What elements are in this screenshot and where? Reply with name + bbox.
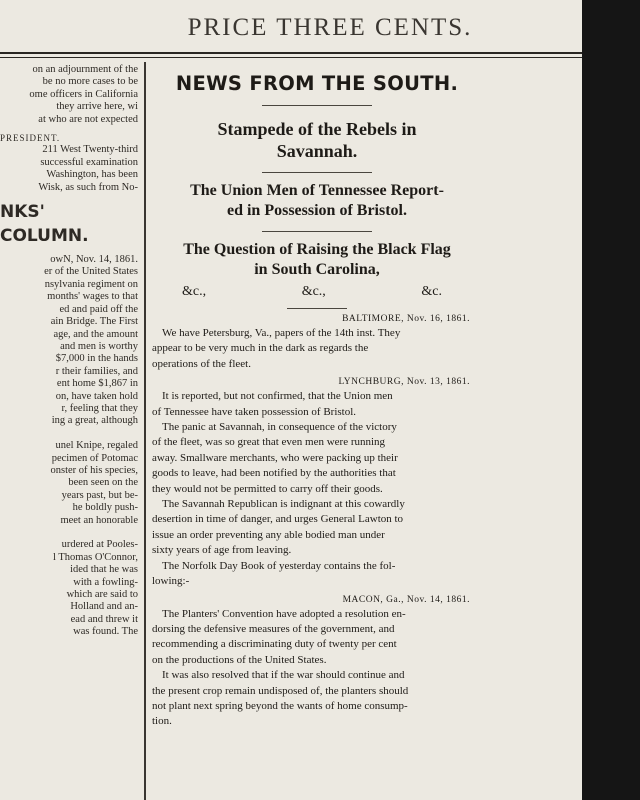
text-line: r their families, and: [55, 365, 138, 377]
deck-divider: [262, 172, 372, 173]
deck-black-flag: [152, 240, 482, 280]
text-line: ed and paid off the: [59, 303, 138, 315]
text-line: meet an honorable: [60, 514, 138, 526]
text-line: successful examination: [40, 156, 138, 168]
paragraph-norfolk: [152, 559, 482, 590]
text-line: be no more cases to be: [42, 76, 138, 88]
text-line: ing a great, although: [51, 415, 138, 427]
text-line: ead and threw it: [70, 613, 138, 625]
article: [152, 62, 482, 730]
paragraph-bristol: [152, 389, 482, 420]
text-line: l Thomas O'Connor,: [53, 551, 138, 563]
text-line: tion.: [152, 715, 172, 728]
text-line: with a fowling-: [73, 576, 138, 588]
left-column-heading: NKS' COLUMN.: [0, 202, 89, 247]
text-line: owN, Nov. 14, 1861.: [50, 254, 138, 266]
etc-mark: &c.,: [182, 284, 207, 299]
text-line: at who are not expected: [38, 113, 138, 125]
left-section-label: PRESIDENT.: [0, 133, 61, 144]
text-line: he boldly push-: [72, 502, 138, 514]
text-line: Washington, has been: [46, 169, 138, 181]
text-line: It is reported, but not confirmed, that the Union men: [162, 390, 393, 403]
text-line: goods to leave, had been notified by the authorities that: [152, 467, 396, 480]
text-line: age, and the amount: [53, 328, 138, 340]
deck-line: ed in Possession of Bristol.: [226, 202, 407, 219]
text-line: r, feeling that they: [61, 402, 138, 414]
text-line: Holland and an-: [70, 601, 138, 613]
text-line: We have Petersburg, Va., papers of the 14th inst. They: [162, 327, 401, 339]
left-column-top-text: [0, 64, 138, 126]
deck-line: Savannah.: [276, 141, 358, 161]
text-line: issue an order preventing any able bodied man under: [152, 528, 385, 541]
text-line: [0, 428, 138, 440]
text-line: was found. The: [73, 626, 138, 638]
text-line: onster of his species,: [50, 464, 138, 476]
text-line: of Tennessee have taken possession of Bristol.: [152, 405, 357, 418]
deck-tennessee: [152, 181, 482, 221]
text-line: months' wages to that: [47, 291, 138, 303]
text-line: they would not be permitted to carry off their goods.: [152, 482, 383, 495]
paragraph-panic: [152, 420, 482, 497]
left-column-mid-text: [0, 144, 138, 194]
deck-line: in South Carolina,: [254, 261, 380, 278]
left-column-bottom-text: [0, 254, 138, 639]
text-line: been seen on the: [68, 477, 138, 489]
paragraph-petersburg: [152, 326, 482, 372]
text-line: The panic at Savannah, in consequence of the victory: [162, 421, 397, 434]
text-line: $7,000 in the hands: [55, 353, 138, 365]
text-line: away. Smallware merchants, who were packing up their: [152, 451, 398, 464]
deck-line: The Question of Raising the Black Flag: [183, 241, 451, 258]
headline-divider: [262, 105, 372, 106]
deck-savannah: [152, 118, 482, 162]
etc-mark: &c.: [421, 284, 442, 299]
paragraph-crop: [152, 668, 482, 730]
text-line: years past, but be-: [61, 489, 138, 501]
text-line: The Norfolk Day Book of yesterday contains the fol-: [162, 559, 396, 572]
text-line: 211 West Twenty-third: [42, 144, 138, 156]
text-line: It was also resolved that if the war should continue and: [162, 669, 405, 682]
text-line: the present crop remain undisposed of, the planters should: [152, 684, 409, 697]
dateline-macon: MACON, Ga., Nov. 14, 1861.: [342, 594, 470, 605]
text-line: operations of the fleet.: [152, 357, 251, 370]
price-banner: PRICE THREE CENTS.: [187, 14, 473, 41]
text-line: ome officers in California: [29, 88, 138, 100]
deck-end-divider: [287, 308, 347, 309]
etc-mark: &c.,: [301, 284, 326, 299]
dark-background-edge: [582, 0, 640, 800]
dateline-lynchburg: LYNCHBURG, Nov. 13, 1861.: [338, 377, 470, 388]
text-line: unel Knipe, regaled: [55, 440, 138, 452]
text-line: sixty years of age from leaving.: [152, 544, 292, 557]
deck-divider: [262, 231, 372, 232]
deck-line: Stampede of the Rebels in: [217, 119, 417, 139]
text-line: nsylvania regiment on: [44, 278, 138, 290]
text-line: not plant next spring beyond the wants of home consump-: [152, 699, 408, 712]
dateline-baltimore: BALTIMORE, Nov. 16, 1861.: [342, 314, 470, 324]
text-line: on an adjournment of the: [32, 64, 138, 75]
text-line: on, have taken hold: [55, 390, 138, 402]
left-column: [0, 64, 138, 639]
text-line: urdered at Pooles-: [61, 539, 138, 551]
text-line: dorsing the defensive measures of the government, and: [152, 622, 395, 635]
etc-line: [152, 280, 482, 300]
text-line: desertion in time of danger, and urges General Lawton to: [152, 513, 404, 526]
paragraph-republican: [152, 497, 482, 559]
text-line: ain Bridge. The First: [50, 316, 138, 328]
text-line: pecimen of Potomac: [51, 452, 138, 464]
text-line: [0, 527, 138, 539]
text-line: Wisk, as such from No-: [38, 181, 138, 193]
text-line: ent home $1,867 in: [56, 378, 138, 390]
masthead-rule: [0, 52, 582, 54]
text-line: appear to be very much in the dark as regards the: [152, 342, 369, 355]
text-line: er of the United States: [44, 266, 138, 278]
article-headline: NEWS FROM THE SOUTH.: [175, 72, 459, 95]
text-line: ided that he was: [70, 564, 138, 576]
paragraph-planters: [152, 607, 482, 669]
text-line: The Planters' Convention have adopted a resolution en-: [162, 607, 406, 620]
deck-line: The Union Men of Tennessee Report-: [190, 182, 444, 199]
text-line: lowing:-: [152, 575, 190, 588]
masthead-rule-thin: [0, 57, 582, 58]
text-line: recommending a discriminating duty of twenty per cent: [152, 638, 397, 651]
text-line: The Savannah Republican is indignant at this cowardly: [162, 498, 405, 511]
column-rule: [144, 62, 146, 800]
text-line: on the productions of the United States.: [152, 653, 327, 666]
text-line: and men is worthy: [60, 340, 138, 352]
text-line: of the fleet, was so great that even men were running: [152, 436, 386, 449]
text-line: they arrive here, wi: [56, 101, 138, 113]
text-line: which are said to: [66, 589, 138, 601]
